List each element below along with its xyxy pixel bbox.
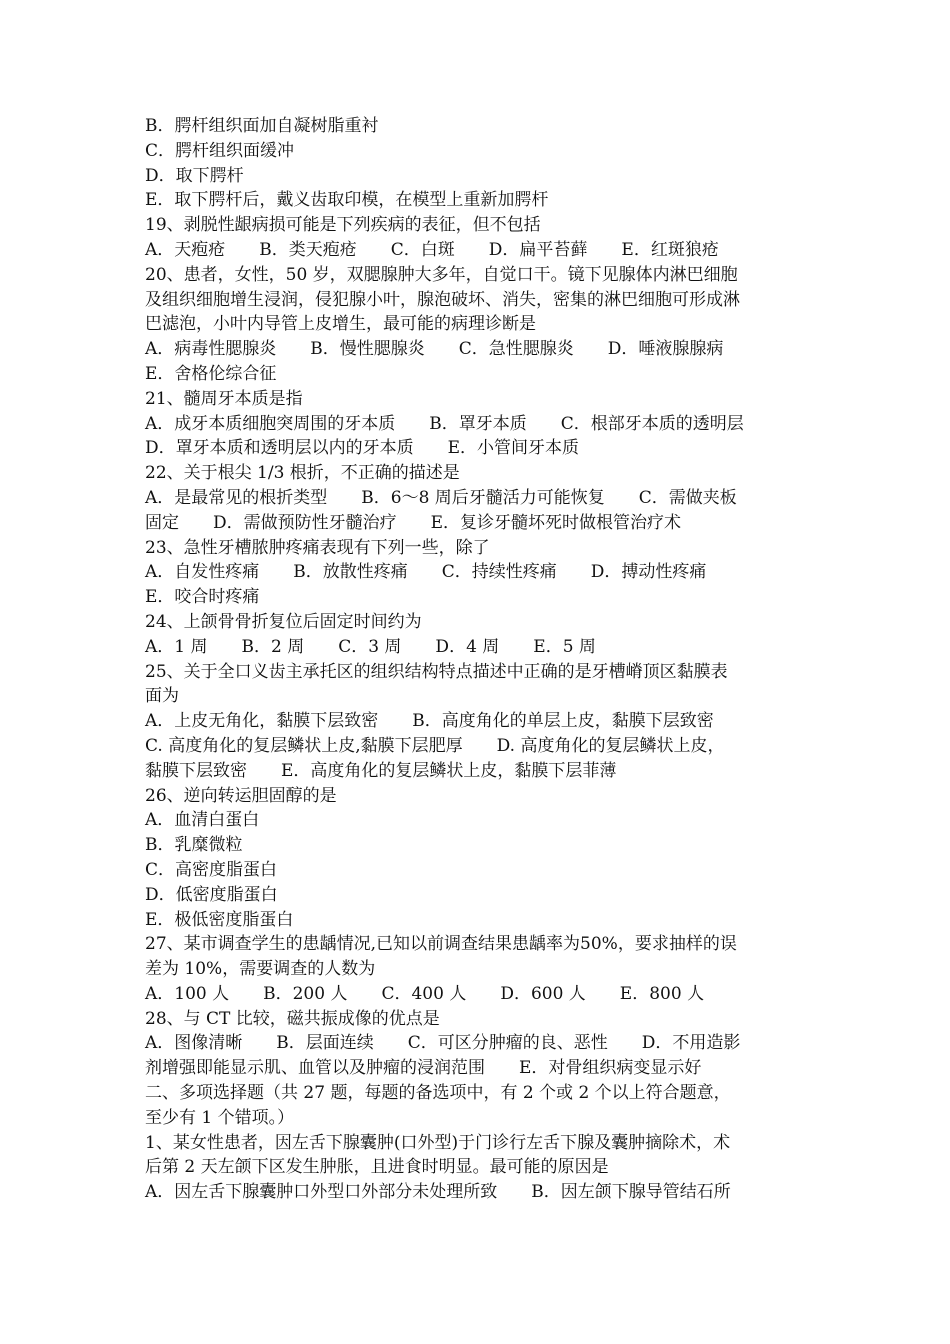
- option-line: A．100 人 B．200 人 C．400 人 D．600 人 E．800 人: [145, 983, 705, 1004]
- question-stem: 22、关于根尖 1/3 根折，不正确的描述是: [145, 463, 460, 484]
- option-line: A．天疱疮 B．类天疱疮 C．白斑 D．扁平苔藓 E．红斑狼疮: [145, 239, 719, 260]
- option-line: D．罩牙本质和透明层以内的牙本质 E．小管间牙本质: [145, 438, 580, 459]
- text-line: D．取下腭杆: [145, 165, 244, 186]
- text-line: C．腭杆组织面缓冲: [145, 140, 295, 161]
- question-stem: 23、急性牙槽脓肿疼痛表现有下列一些，除了: [145, 537, 490, 558]
- question-stem: 及组织细胞增生浸润，侵犯腺小叶，腺泡破坏、消失，密集的淋巴细胞可形成淋: [145, 289, 740, 310]
- question-stem: 28、与 CT 比较，磁共振成像的优点是: [145, 1008, 440, 1029]
- option-line: A．因左舌下腺囊肿口外型口外部分未处理所致 B．因左颌下腺导管结石所: [145, 1182, 731, 1203]
- question-stem: 巴滤泡，小叶内导管上皮增生，最可能的病理诊断是: [145, 314, 536, 335]
- option-line: A．图像清晰 B．层面连续 C．可区分肿瘤的良、恶性 D．不用造影: [145, 1033, 741, 1054]
- option-line: C．高密度脂蛋白: [145, 859, 278, 880]
- option-line: A．自发性疼痛 B．放散性疼痛 C．持续性疼痛 D．搏动性疼痛: [145, 562, 707, 583]
- document-page: [145, 114, 815, 1205]
- question-stem: 1、某女性患者，因左舌下腺囊肿(口外型)于门诊行左舌下腺及囊肿摘除术，术: [145, 1132, 731, 1153]
- option-line: C. 高度角化的复层鳞状上皮,黏膜下层肥厚 D. 高度角化的复层鳞状上皮，: [145, 735, 725, 756]
- option-line: A．病毒性腮腺炎 B．慢性腮腺炎 C．急性腮腺炎 D．唾液腺腺病: [145, 339, 724, 360]
- option-line: A．成牙本质细胞突周围的牙本质 B．罩牙本质 C．根部牙本质的透明层: [145, 413, 744, 434]
- option-line: 剂增强即能显示肌、血管以及肿瘤的浸润范围 E．对骨组织病变显示好: [145, 1058, 702, 1079]
- option-line: 黏膜下层致密 E．高度角化的复层鳞状上皮，黏膜下层菲薄: [145, 760, 617, 781]
- option-line: A．是最常见的根折类型 B．6～8 周后牙髓活力可能恢复 C．需做夹板: [145, 487, 737, 508]
- option-line: 固定 D．需做预防性牙髓治疗 E．复诊牙髓坏死时做根管治疗术: [145, 512, 682, 533]
- text-line: B．腭杆组织面加自凝树脂重衬: [145, 116, 379, 136]
- option-line: A．上皮无角化，黏膜下层致密 B．高度角化的单层上皮，黏膜下层致密: [145, 711, 714, 732]
- option-line: D．低密度脂蛋白: [145, 884, 278, 905]
- text-line: E．取下腭杆后，戴义齿取印模，在模型上重新加腭杆: [145, 190, 549, 211]
- question-stem: 21、髓周牙本质是指: [145, 388, 303, 409]
- option-line: B．乳糜微粒: [145, 835, 243, 856]
- question-stem: 26、逆向转运胆固醇的是: [145, 785, 337, 806]
- question-stem: 25、关于全口义齿主承托区的组织结构特点描述中正确的是牙槽嵴顶区黏膜表: [145, 661, 728, 682]
- question-stem: 20、患者，女性，50 岁，双腮腺肿大多年，自觉口干。镜下见腺体内淋巴细胞: [145, 264, 738, 285]
- section-heading: 二、多项选择题（共 27 题，每题的备选项中，有 2 个或 2 个以上符合题意，: [145, 1083, 731, 1104]
- section-heading: 至少有 1 个错项。）: [145, 1107, 295, 1128]
- question-stem: 27、某市调查学生的患龋情况,已知以前调查结果患龋率为50%，要求抽样的误: [145, 934, 737, 955]
- question-stem: 面为: [145, 686, 179, 707]
- question-stem: 19、剥脱性龈病损可能是下列疾病的表征，但不包括: [145, 215, 541, 236]
- option-line: E．极低密度脂蛋白: [145, 909, 294, 930]
- question-stem: 后第 2 天左颌下区发生肿胀，且进食时明显。最可能的原因是: [145, 1157, 609, 1178]
- option-line: E．舍格伦综合征: [145, 363, 277, 384]
- question-stem: 24、上颌骨骨折复位后固定时间约为: [145, 611, 422, 632]
- question-stem: 差为 10%，需要调查的人数为: [145, 959, 376, 980]
- option-line: A．血清白蛋白: [145, 810, 260, 831]
- option-line: E．咬合时疼痛: [145, 587, 260, 608]
- option-line: A．1 周 B．2 周 C．3 周 D．4 周 E．5 周: [145, 636, 596, 657]
